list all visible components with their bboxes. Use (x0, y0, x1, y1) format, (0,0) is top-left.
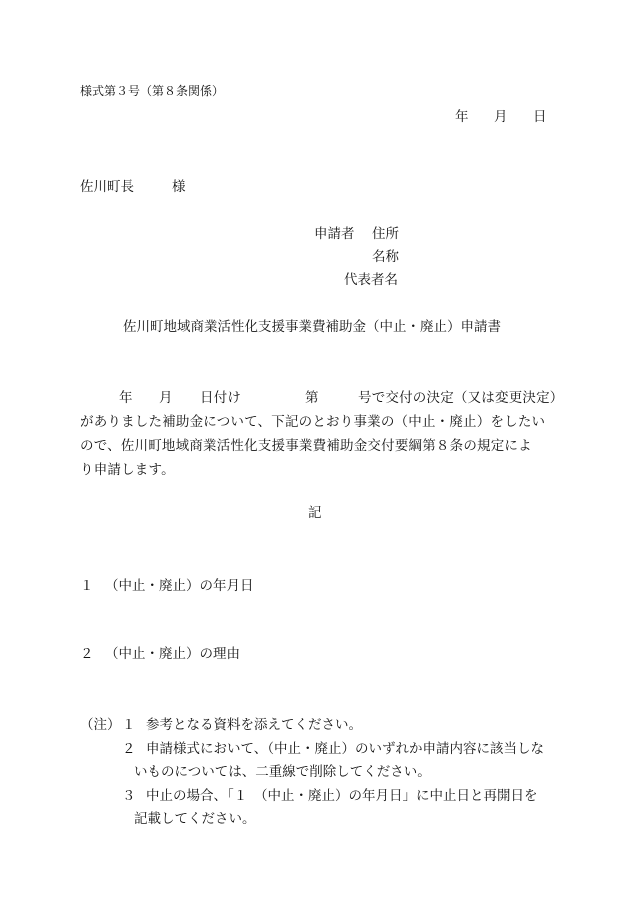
body-year: 年 (119, 390, 133, 406)
ki-heading: 記 (308, 505, 322, 521)
body-line: ので、佐川町地域商業活性化支援事業費補助金交付要綱第８条の規定によ (80, 438, 532, 454)
date-month-label: 月 (494, 109, 508, 125)
note-number: ２ (122, 741, 136, 757)
form-number: 様式第３号（第８条関係） (80, 84, 225, 98)
body-first-rest: 号で交付の決定（又は変更決定） (358, 390, 564, 406)
representative-label: 代表者名 (344, 272, 398, 288)
note-text-continued: いものについては、二重線で削除してください。 (134, 764, 431, 780)
name-label: 名称 (372, 249, 399, 265)
addressee-honorific: 様 (172, 179, 186, 195)
body-month: 月 (159, 390, 173, 406)
item-number: ２ (80, 646, 94, 662)
body-number-prefix: 第 (305, 390, 319, 406)
body-line: り申請します。 (80, 462, 175, 478)
date-day-label: 日 (533, 109, 547, 125)
notes-label: （注） (80, 717, 121, 733)
address-label: 住所 (372, 226, 399, 242)
item-text: （中止・廃止）の理由 (105, 646, 240, 662)
item-text: （中止・廃止）の年月日 (105, 578, 254, 594)
note-number: ３ (122, 788, 136, 804)
date-year-label: 年 (455, 109, 469, 125)
applicant-label: 申請者 (314, 226, 355, 242)
body-day: 日付け (200, 390, 242, 406)
note-text: 中止の場合、「１ （中止・廃止）の年月日」に中止日と再開日を (146, 788, 538, 804)
addressee-name: 佐川町長 (80, 179, 134, 195)
note-text: 参考となる資料を添えてください。 (146, 717, 362, 733)
note-text-continued: 記載してください。 (134, 811, 256, 827)
document-title: 佐川町地域商業活性化支援事業費補助金（中止・廃止）申請書 (123, 319, 501, 335)
body-line: がありました補助金について、下記のとおり事業の（中止・廃止）をしたい (80, 414, 546, 430)
item-number: １ (80, 578, 94, 594)
note-text: 申請様式において、（中止・廃止）のいずれか申請内容に該当しな (146, 741, 544, 757)
note-number: １ (122, 717, 136, 733)
